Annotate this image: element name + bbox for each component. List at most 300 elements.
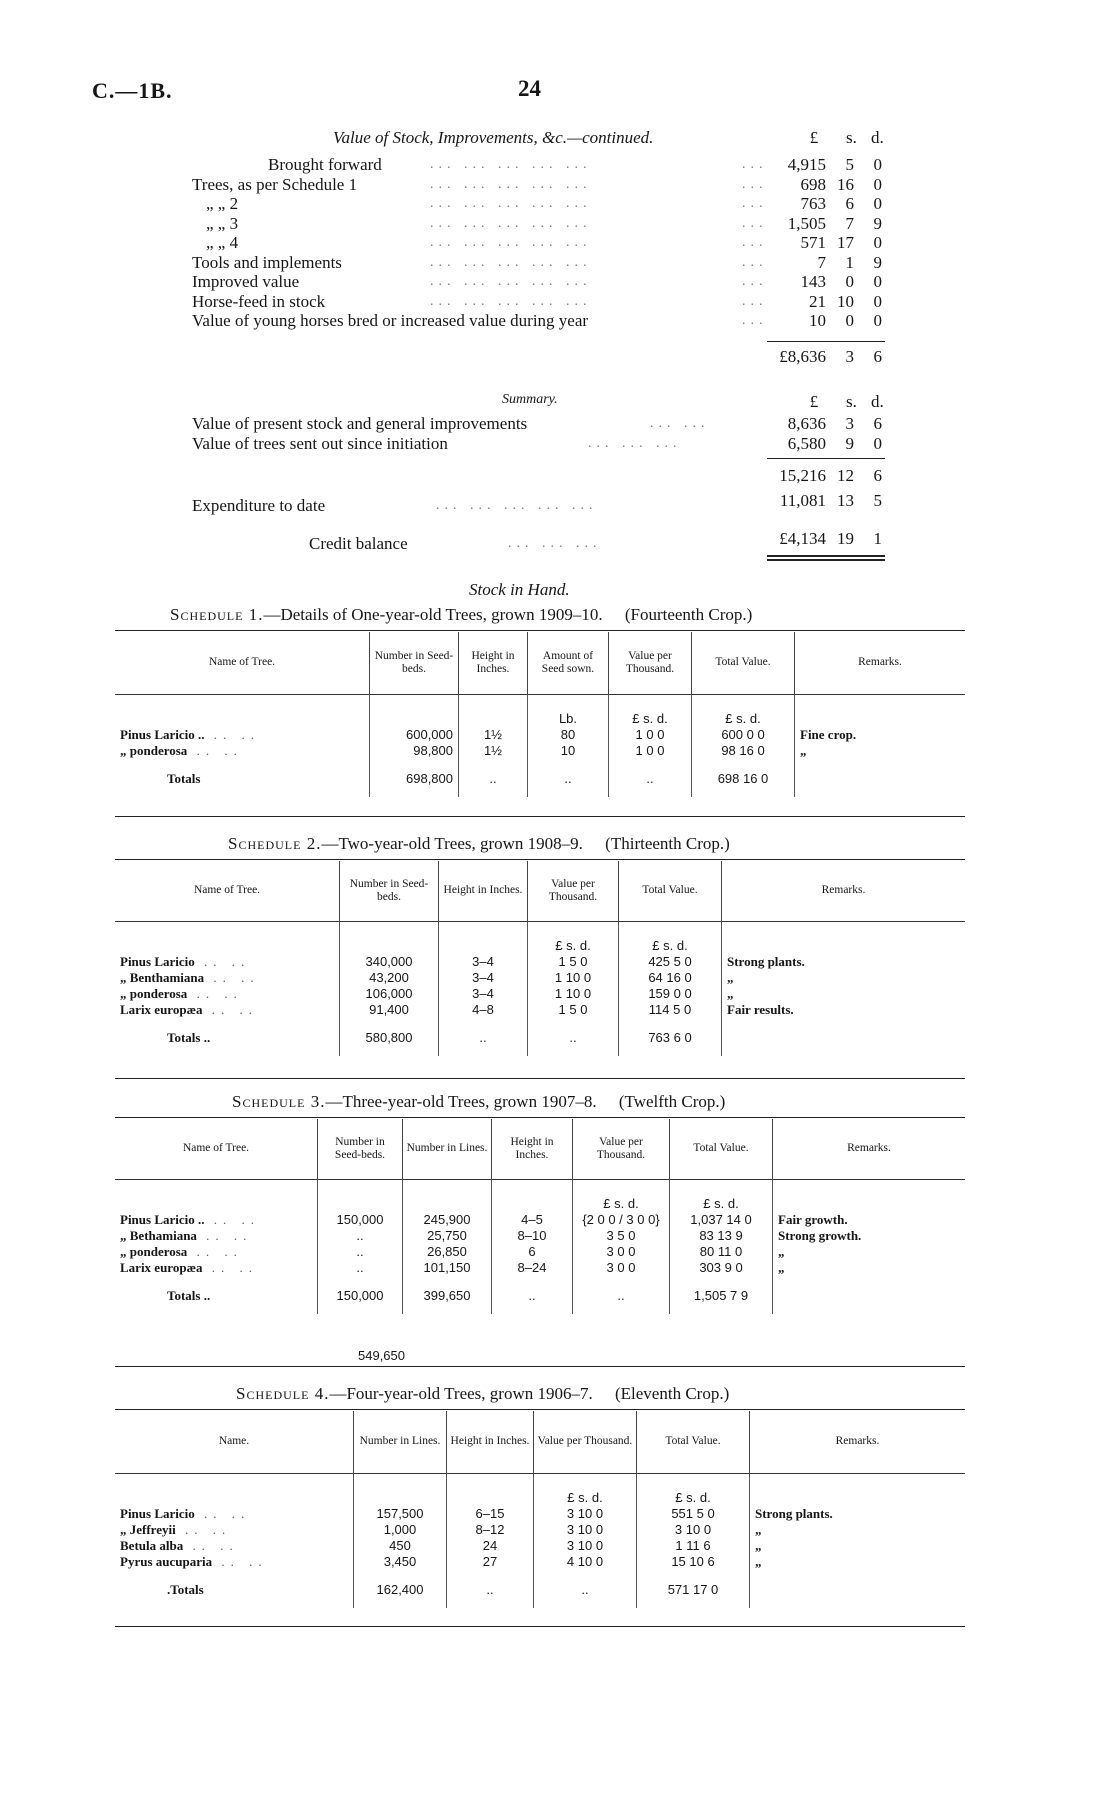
column-cell	[340, 954, 439, 1018]
schedule2-desc: —Two-year-old Trees, grown 1908–9.	[321, 834, 583, 853]
credit-balance-d: 1	[873, 529, 882, 548]
value-row-d: 0	[873, 174, 882, 194]
number-value: 157,500	[376, 1505, 424, 1521]
value-row-label: Brought forward	[268, 155, 382, 174]
units-cell	[773, 1179, 966, 1212]
units-cell: £ s. d.	[528, 921, 619, 954]
schedule3-desc: —Three-year-old Trees, grown 1907–8.	[325, 1092, 597, 1111]
totals-cell: 399,650	[403, 1276, 492, 1314]
name-leader: .. ..	[212, 1553, 268, 1569]
column-cell	[115, 1212, 318, 1276]
value-row-s: 7	[845, 213, 854, 233]
name-leader: .. ..	[194, 953, 251, 969]
schedule1-table	[115, 632, 965, 797]
height-value: 6–15	[475, 1505, 505, 1521]
height-value: 8–10	[517, 1227, 547, 1243]
tree-name: „ Benthamiana .. ..	[120, 969, 260, 985]
value-row-s: 0	[845, 272, 854, 291]
units-cell	[795, 694, 966, 727]
value-row-label: „ „ 2	[206, 194, 239, 213]
value-value: 1 10 0	[554, 985, 592, 1001]
summary-col-pounds: £	[809, 392, 819, 411]
table-row	[115, 954, 965, 1018]
units-cell	[318, 1179, 403, 1212]
s2-h-number: Number in Seed-beds.	[340, 861, 439, 921]
tree-name: Pinus Laricio .. ..	[120, 953, 251, 969]
units-cell: £ s. d.	[619, 921, 722, 954]
s1-h-value: Value per Thousand.	[609, 632, 692, 694]
value-row-pounds: 1,505	[787, 213, 826, 233]
schedule3-table	[115, 1119, 965, 1314]
totals-row	[115, 1570, 965, 1608]
column-cell	[722, 954, 966, 1018]
s2-h-value: Value per Thousand.	[528, 861, 619, 921]
tree-name: Pinus Laricio .. ..	[120, 1505, 251, 1521]
total-value: 83 13 9	[699, 1227, 743, 1243]
number-value: 340,000	[365, 953, 413, 969]
value-row-leader: ... ... ... ... ...	[430, 254, 592, 270]
value-row-pounds: 4,915	[787, 155, 826, 174]
value-col-pence: d.	[871, 128, 884, 147]
remarks-value: Fine crop.	[800, 726, 857, 742]
remarks-value: Fair growth.	[778, 1211, 848, 1227]
schedule4-label: Schedule 4.	[236, 1384, 330, 1403]
totals-cell: 571 17 0	[637, 1570, 750, 1608]
value-row-leader: ... ... ... ... ...	[430, 235, 592, 250]
tree-name: „ Bethamiana .. ..	[120, 1227, 253, 1243]
schedule1-top-rule	[115, 630, 965, 631]
summary-row-s: 9	[845, 434, 854, 453]
value-total-rule	[767, 341, 885, 342]
schedule4-title	[236, 1384, 729, 1404]
value-row-leader: ... ... ... ... ...	[430, 274, 592, 289]
table-row	[115, 727, 965, 759]
s3-h-name: Name of Tree.	[182, 1142, 250, 1155]
schedule1-crop: (Fourteenth Crop.)	[624, 605, 753, 624]
value-value: 1 0 0	[635, 742, 665, 758]
s3-h-lines: Number in Lines.	[403, 1119, 492, 1179]
totals-cell: .Totals	[167, 1581, 204, 1597]
totals-cell: 763 6 0	[619, 1018, 722, 1056]
value-row-leader: ... ... ... ... ...	[430, 215, 592, 231]
units-cell: £ s. d.	[573, 1179, 670, 1212]
tree-name: Betula alba .. ..	[120, 1537, 239, 1553]
lines-value: 101,150	[423, 1259, 471, 1275]
column-cell	[354, 1506, 447, 1570]
summary-row-pounds: 6,580	[787, 434, 826, 453]
value-row-d: 0	[873, 194, 882, 213]
value-row-leader: ... ... ... ... ...	[430, 293, 592, 309]
s1-h-remarks: Remarks.	[795, 632, 966, 694]
name-leader: .. ..	[175, 1521, 232, 1537]
number-value: 600,000	[406, 726, 453, 742]
remarks-value: „	[778, 1243, 785, 1259]
tree-name: Pinus Laricio .. .. ..	[120, 1211, 261, 1227]
s1-h-total: Total Value.	[692, 632, 795, 694]
totals-cell: 698,800	[370, 759, 459, 797]
value-row-label: „ „ 3	[206, 213, 239, 233]
remarks-value: „	[755, 1553, 762, 1569]
total-value: 80 11 0	[699, 1243, 743, 1259]
name-leader: .. ..	[187, 742, 243, 758]
value-row-pounds: 763	[800, 194, 826, 213]
value-row-pounds: 10	[809, 311, 826, 330]
schedule2-top-rule	[115, 859, 965, 860]
units-cell	[115, 1179, 318, 1212]
s3-h-value: Value per Thousand.	[573, 1119, 670, 1179]
value-row-pounds: 698	[800, 174, 826, 194]
column-cell	[528, 727, 609, 759]
schedule4-top-rule	[115, 1409, 965, 1410]
column-cell	[609, 727, 692, 759]
totals-cell: ..	[492, 1276, 573, 1314]
column-cell	[692, 727, 795, 759]
name-leader: .. ..	[194, 1505, 251, 1521]
totals-cell: ..	[534, 1570, 637, 1608]
tree-name: Pinus Laricio .. .. ..	[120, 726, 261, 742]
summary-row-leader: ... ... ...	[588, 436, 682, 451]
units-row	[115, 694, 965, 727]
height-value: 6	[528, 1243, 536, 1259]
total-value: 303 9 0	[699, 1259, 743, 1275]
expenditure-leader: ... ... ... ... ...	[436, 498, 598, 513]
value-row-leader-end: ...	[742, 313, 768, 328]
value-row-d: 9	[873, 213, 882, 233]
stock-heading: Stock in Hand.	[469, 580, 570, 599]
value-value: 3 10 0	[566, 1521, 604, 1537]
summary-col-pence: d.	[871, 392, 884, 411]
total-value: 114 5 0	[648, 1001, 692, 1017]
value-value: 3 0 0	[606, 1243, 636, 1259]
value-row-label: Horse-feed in stock	[192, 291, 326, 311]
units-cell	[459, 694, 528, 727]
schedule3-top-rule	[115, 1117, 965, 1118]
totals-cell: ..	[609, 759, 692, 797]
totals-row	[115, 1276, 965, 1314]
units-cell	[447, 1473, 534, 1506]
total-value: 425 5 0	[648, 953, 692, 969]
lines-value: 245,900	[423, 1211, 471, 1227]
totals-cell	[795, 759, 966, 797]
column-cell	[115, 954, 340, 1018]
number-value: 106,000	[365, 985, 413, 1001]
totals-cell: Totals ..	[167, 1029, 211, 1045]
value-value: 3 0 0	[606, 1259, 636, 1275]
expenditure-pounds: 11,081	[779, 491, 826, 510]
value-col-shillings: s.	[846, 128, 857, 147]
totals-cell: 698 16 0	[692, 759, 795, 797]
remarks-value: „	[727, 985, 734, 1001]
units-cell	[439, 921, 528, 954]
remarks-value: „	[778, 1259, 785, 1275]
summary-row-d: 0	[873, 434, 882, 453]
schedule4-desc: —Four-year-old Trees, grown 1906–7.	[329, 1384, 593, 1403]
column-cell	[370, 727, 459, 759]
units-cell	[370, 694, 459, 727]
total-value: 600 0 0	[721, 726, 765, 742]
number-value: 1,000	[383, 1521, 417, 1537]
schedule3-crop: (Twelfth Crop.)	[618, 1092, 726, 1111]
value-total-d: 6	[873, 347, 882, 366]
s2-h-name: Name of Tree.	[193, 884, 261, 897]
tree-name: Larix europæa .. ..	[120, 1259, 258, 1275]
column-cell	[670, 1212, 773, 1276]
s3-h-remarks: Remarks.	[773, 1119, 966, 1179]
value-row-s: 0	[845, 311, 854, 330]
value-total-pounds: £8,636	[779, 347, 826, 366]
tree-name: „ ponderosa .. ..	[120, 1243, 243, 1259]
column-cell	[492, 1212, 573, 1276]
summary-title: Summary.	[502, 392, 558, 407]
s1-h-name: Name of Tree.	[208, 656, 276, 669]
schedule2-crop: (Thirteenth Crop.)	[605, 834, 730, 853]
column-cell	[637, 1506, 750, 1570]
seed-value: 10	[560, 742, 576, 758]
name-leader: .. ..	[204, 1211, 261, 1227]
totals-cell	[722, 1018, 966, 1056]
value-row-leader-end: ...	[742, 196, 768, 211]
schedule1-bottom-rule	[115, 816, 965, 817]
value-row-leader: ... ... ... ... ...	[430, 176, 592, 192]
column-cell	[439, 954, 528, 1018]
value-value: 1 5 0	[558, 953, 588, 969]
value-value: 3 10 0	[566, 1537, 604, 1553]
number-value: 450	[389, 1537, 411, 1553]
s3-h-seedbeds: Number in Seed-beds.	[318, 1119, 403, 1179]
credit-balance-s: 19	[837, 529, 854, 548]
remarks-value: „	[727, 969, 734, 985]
value-value: {2 0 0 / 3 0 0}	[582, 1211, 660, 1227]
height-value: 1½	[483, 742, 503, 758]
column-cell	[459, 727, 528, 759]
totals-cell	[773, 1276, 966, 1314]
value-row-s: 6	[845, 194, 854, 213]
summary-col-shillings: s.	[846, 392, 857, 411]
units-row	[115, 1179, 965, 1212]
totals-cell: Totals	[167, 770, 201, 786]
value-row-leader-end: ...	[742, 293, 768, 309]
value-value: 1 10 0	[554, 969, 592, 985]
schedule1-label: Schedule 1.	[170, 605, 264, 624]
schedule2-bottom-rule	[115, 1078, 965, 1079]
summary-subtotal-pounds: 15,216	[779, 466, 826, 485]
remarks-value: „	[755, 1537, 762, 1553]
totals-cell: ..	[439, 1018, 528, 1056]
column-cell	[403, 1212, 492, 1276]
value-value: 1 0 0	[635, 726, 665, 742]
schedule2-table	[115, 861, 965, 1056]
credit-balance-pounds: £4,134	[779, 529, 826, 548]
credit-balance-label: Credit balance	[309, 534, 408, 553]
height-value: 8–12	[475, 1521, 505, 1537]
height-value: 1½	[483, 726, 503, 742]
height-value: 4–8	[472, 1001, 494, 1017]
number-value: 91,400	[369, 1001, 409, 1017]
summary-subtotal-s: 12	[837, 466, 854, 485]
total-value: 1,037 14 0	[690, 1211, 752, 1227]
totals-cell: 150,000	[318, 1276, 403, 1314]
lines-value: 25,750	[427, 1227, 467, 1243]
value-row-label: Value of young horses bred or increased value during year	[192, 311, 589, 330]
s1-h-seed: Amount of Seed sown.	[528, 632, 609, 694]
expenditure-s: 13	[837, 491, 854, 510]
height-value: 3–4	[472, 953, 494, 969]
expenditure-d: 5	[873, 491, 882, 510]
units-cell	[492, 1179, 573, 1212]
summary-row-leader: ... ...	[650, 416, 710, 431]
units-row	[115, 921, 965, 954]
number-value: 98,800	[413, 742, 453, 758]
value-row-leader-end: ...	[742, 176, 768, 192]
value-row-leader-end: ...	[742, 274, 768, 289]
schedule4-bottom-rule	[115, 1626, 965, 1627]
schedule1-desc: —Details of One-year-old Trees, grown 1909–10.	[263, 605, 603, 624]
column-cell	[573, 1212, 670, 1276]
schedule2-body	[115, 921, 965, 1056]
units-cell	[340, 921, 439, 954]
s4-h-name: Name.	[218, 1435, 250, 1448]
s4-h-total: Total Value.	[637, 1411, 750, 1473]
s2-h-total: Total Value.	[619, 861, 722, 921]
total-value: 1 11 6	[675, 1537, 711, 1553]
units-cell: Lb.	[528, 694, 609, 727]
name-leader: .. ..	[204, 969, 260, 985]
height-value: 24	[482, 1537, 498, 1553]
s1-h-number: Number in Seed-beds.	[370, 632, 459, 694]
balance-rule-1	[767, 555, 885, 557]
name-leader: .. ..	[196, 1227, 253, 1243]
total-value: 64 16 0	[648, 969, 692, 985]
value-value: 1 5 0	[558, 1001, 588, 1017]
totals-row	[115, 1018, 965, 1056]
value-row-s: 16	[837, 174, 854, 194]
name-leader: .. ..	[204, 726, 261, 742]
value-value: 4 10 0	[566, 1553, 604, 1569]
totals-cell: 162,400	[354, 1570, 447, 1608]
value-row-d: 0	[873, 233, 882, 252]
height-value: 8–24	[517, 1259, 547, 1275]
units-cell	[722, 921, 966, 954]
total-value: 551 5 0	[671, 1505, 715, 1521]
s4-h-value: Value per Thousand.	[534, 1411, 637, 1473]
value-row-label: Tools and implements	[192, 252, 342, 272]
totals-cell: ..	[528, 759, 609, 797]
balance-rule-2	[767, 559, 885, 561]
name-leader: .. ..	[187, 985, 243, 1001]
value-row-s: 5	[845, 155, 854, 174]
value-row-label: „ „ 4	[206, 233, 239, 252]
schedule3-title	[232, 1092, 725, 1112]
units-cell: £ s. d.	[637, 1473, 750, 1506]
height-value: 27	[482, 1553, 498, 1569]
name-leader: .. ..	[187, 1243, 243, 1259]
tree-name: „ ponderosa .. ..	[120, 985, 243, 1001]
value-row-d: 0	[873, 291, 882, 311]
seedbeds-value: ..	[356, 1243, 364, 1259]
value-value: 3 10 0	[566, 1505, 604, 1521]
schedule1-title	[170, 605, 752, 625]
summary-row-s: 3	[845, 414, 854, 433]
tree-name: „ ponderosa .. ..	[120, 742, 243, 758]
units-cell	[750, 1473, 966, 1506]
schedule3-combined-lines: 549,650	[358, 1348, 405, 1363]
s4-h-height: Height in Inches.	[447, 1411, 534, 1473]
totals-cell: 1,505 7 9	[670, 1276, 773, 1314]
summary-subtotal-d: 6	[873, 466, 882, 485]
column-cell	[528, 954, 619, 1018]
units-cell	[115, 921, 340, 954]
schedule4-table	[115, 1411, 965, 1608]
schedule3-label: Schedule 3.	[232, 1092, 326, 1111]
units-cell: £ s. d.	[692, 694, 795, 727]
total-value: 159 0 0	[648, 985, 692, 1001]
remarks-value: Strong plants.	[727, 953, 805, 969]
value-row-leader: ... ... ... ... ...	[430, 157, 592, 172]
credit-balance-leader: ... ... ...	[508, 536, 602, 551]
table-row	[115, 1212, 965, 1276]
column-cell	[447, 1506, 534, 1570]
seedbeds-value: 150,000	[336, 1211, 384, 1227]
column-cell	[115, 727, 370, 759]
value-row-d: 0	[873, 311, 882, 330]
remarks-value: „	[755, 1521, 762, 1537]
total-value: 98 16 0	[721, 742, 765, 758]
value-row-leader: ... ... ... ... ...	[430, 196, 592, 211]
schedule4-body	[115, 1473, 965, 1608]
units-cell: £ s. d.	[609, 694, 692, 727]
schedule2-title	[228, 834, 730, 854]
value-row-pounds: 571	[800, 233, 826, 252]
table-row	[115, 1506, 965, 1570]
value-row-pounds: 143	[800, 272, 826, 291]
value-row-pounds: 7	[817, 252, 826, 272]
s4-h-number: Number in Lines.	[354, 1411, 447, 1473]
schedule3-body	[115, 1179, 965, 1314]
summary-subtotal-rule	[767, 458, 885, 459]
remarks-value: „	[800, 742, 807, 758]
tree-name: Larix europæa .. ..	[120, 1001, 258, 1017]
total-value: 15 10 6	[671, 1553, 715, 1569]
value-col-pounds: £	[809, 128, 819, 147]
column-cell	[115, 1506, 354, 1570]
name-leader: .. ..	[202, 1001, 258, 1017]
schedule1-body	[115, 694, 965, 797]
units-cell	[403, 1179, 492, 1212]
value-row-leader-end: ...	[742, 254, 768, 270]
column-cell	[795, 727, 966, 759]
schedule4-crop: (Eleventh Crop.)	[614, 1384, 730, 1403]
units-cell	[354, 1473, 447, 1506]
value-row-s: 17	[837, 233, 854, 252]
schedule3-bottom-rule	[115, 1366, 965, 1367]
value-total-s: 3	[845, 347, 854, 366]
value-row-leader-end: ...	[742, 215, 768, 231]
total-value: 3 10 0	[674, 1521, 712, 1537]
value-row-leader-end: ...	[742, 157, 768, 172]
value-row-d: 0	[873, 155, 882, 174]
value-row-pounds: 21	[809, 291, 826, 311]
remarks-value: Strong plants.	[755, 1505, 833, 1521]
summary-row-label: Value of present stock and general improvements	[192, 414, 528, 433]
seedbeds-value: ..	[356, 1227, 364, 1243]
totals-cell: 580,800	[340, 1018, 439, 1056]
column-cell	[773, 1212, 966, 1276]
totals-cell: ..	[528, 1018, 619, 1056]
s3-h-total: Total Value.	[670, 1119, 773, 1179]
schedule2-label: Schedule 2.	[228, 834, 322, 853]
expenditure-label: Expenditure to date	[192, 496, 326, 515]
remarks-value: Strong growth.	[778, 1227, 862, 1243]
